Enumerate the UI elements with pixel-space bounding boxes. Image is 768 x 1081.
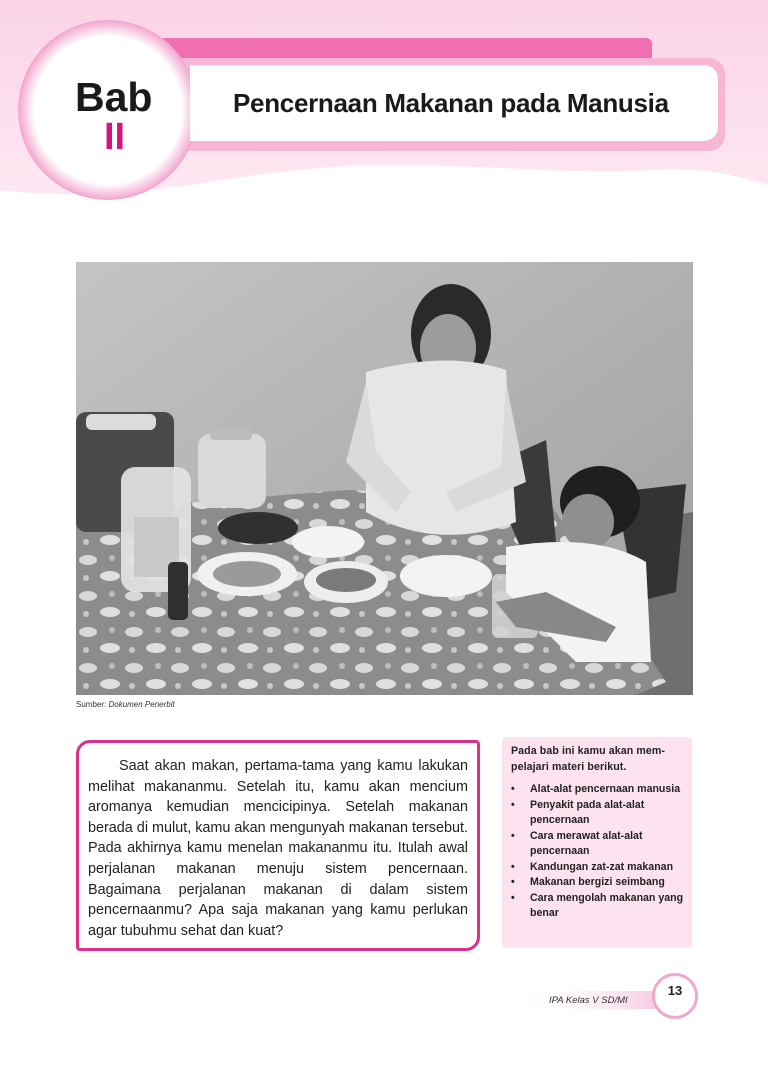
photo-credit-label: Sumber: [76, 700, 107, 709]
bullet-icon: • [511, 891, 515, 904]
summary-item-text: Cara mengolah makanan yang benar [530, 891, 684, 919]
intro-text-block [88, 756, 468, 941]
bullet-icon: • [511, 798, 515, 811]
summary-item-text: Alat-alat pencernaan manusia [530, 783, 681, 795]
summary-item [511, 829, 689, 860]
summary-item-text: Makanan bergizi seimbang [530, 876, 665, 888]
chapter-number: II [104, 116, 126, 158]
summary-item [511, 891, 689, 922]
summary-item-text: Penyakit pada alat-alat pencernaan [530, 798, 645, 826]
chapter-photo [76, 262, 693, 695]
summary-item [511, 875, 689, 891]
summary-intro: Pada bab ini kamu akan mem-pelajari materi berikut. [511, 745, 666, 773]
page-number: 13 [667, 983, 683, 998]
intro-paragraph: Saat akan makan, pertama-tama yang kamu lakukan melihat makananmu. Setelah itu, kamu akan mencium aromanya kemudian mencicipinya. Setelah makanan berada di mulut, kamu akan mengunyah makanan tersebut. Pada akhirnya kamu menelan makananmu itu. Itulah awal perjalanan makanan menuju sistem pencernaan. Bagaimana perjalanan makanan di dalam sistem pencernaanmu? Apa saja makanan yang kamu perlukan agar tubuhmu sehat dan kuat? [88, 758, 468, 939]
photo-credit-source: Dokumen Penerbit [108, 700, 175, 709]
chapter-word: Bab [75, 74, 153, 120]
summary-list [511, 782, 689, 922]
photo-credit [76, 700, 175, 709]
chapter-title: Pencernaan Makanan pada Manusia [233, 88, 669, 118]
bullet-icon: • [511, 876, 515, 888]
summary-item-text: Cara merawat alat-alat pencernaan [530, 829, 643, 857]
book-label: IPA Kelas V SD/MI [549, 995, 628, 1006]
summary-item [511, 782, 689, 798]
bullet-icon: • [511, 829, 515, 842]
bullet-icon: • [511, 783, 515, 795]
summary-item-text: Kandungan zat-zat makanan [530, 860, 674, 873]
summary-item [511, 860, 689, 876]
bullet-icon: • [511, 860, 515, 873]
summary-item [511, 798, 689, 829]
